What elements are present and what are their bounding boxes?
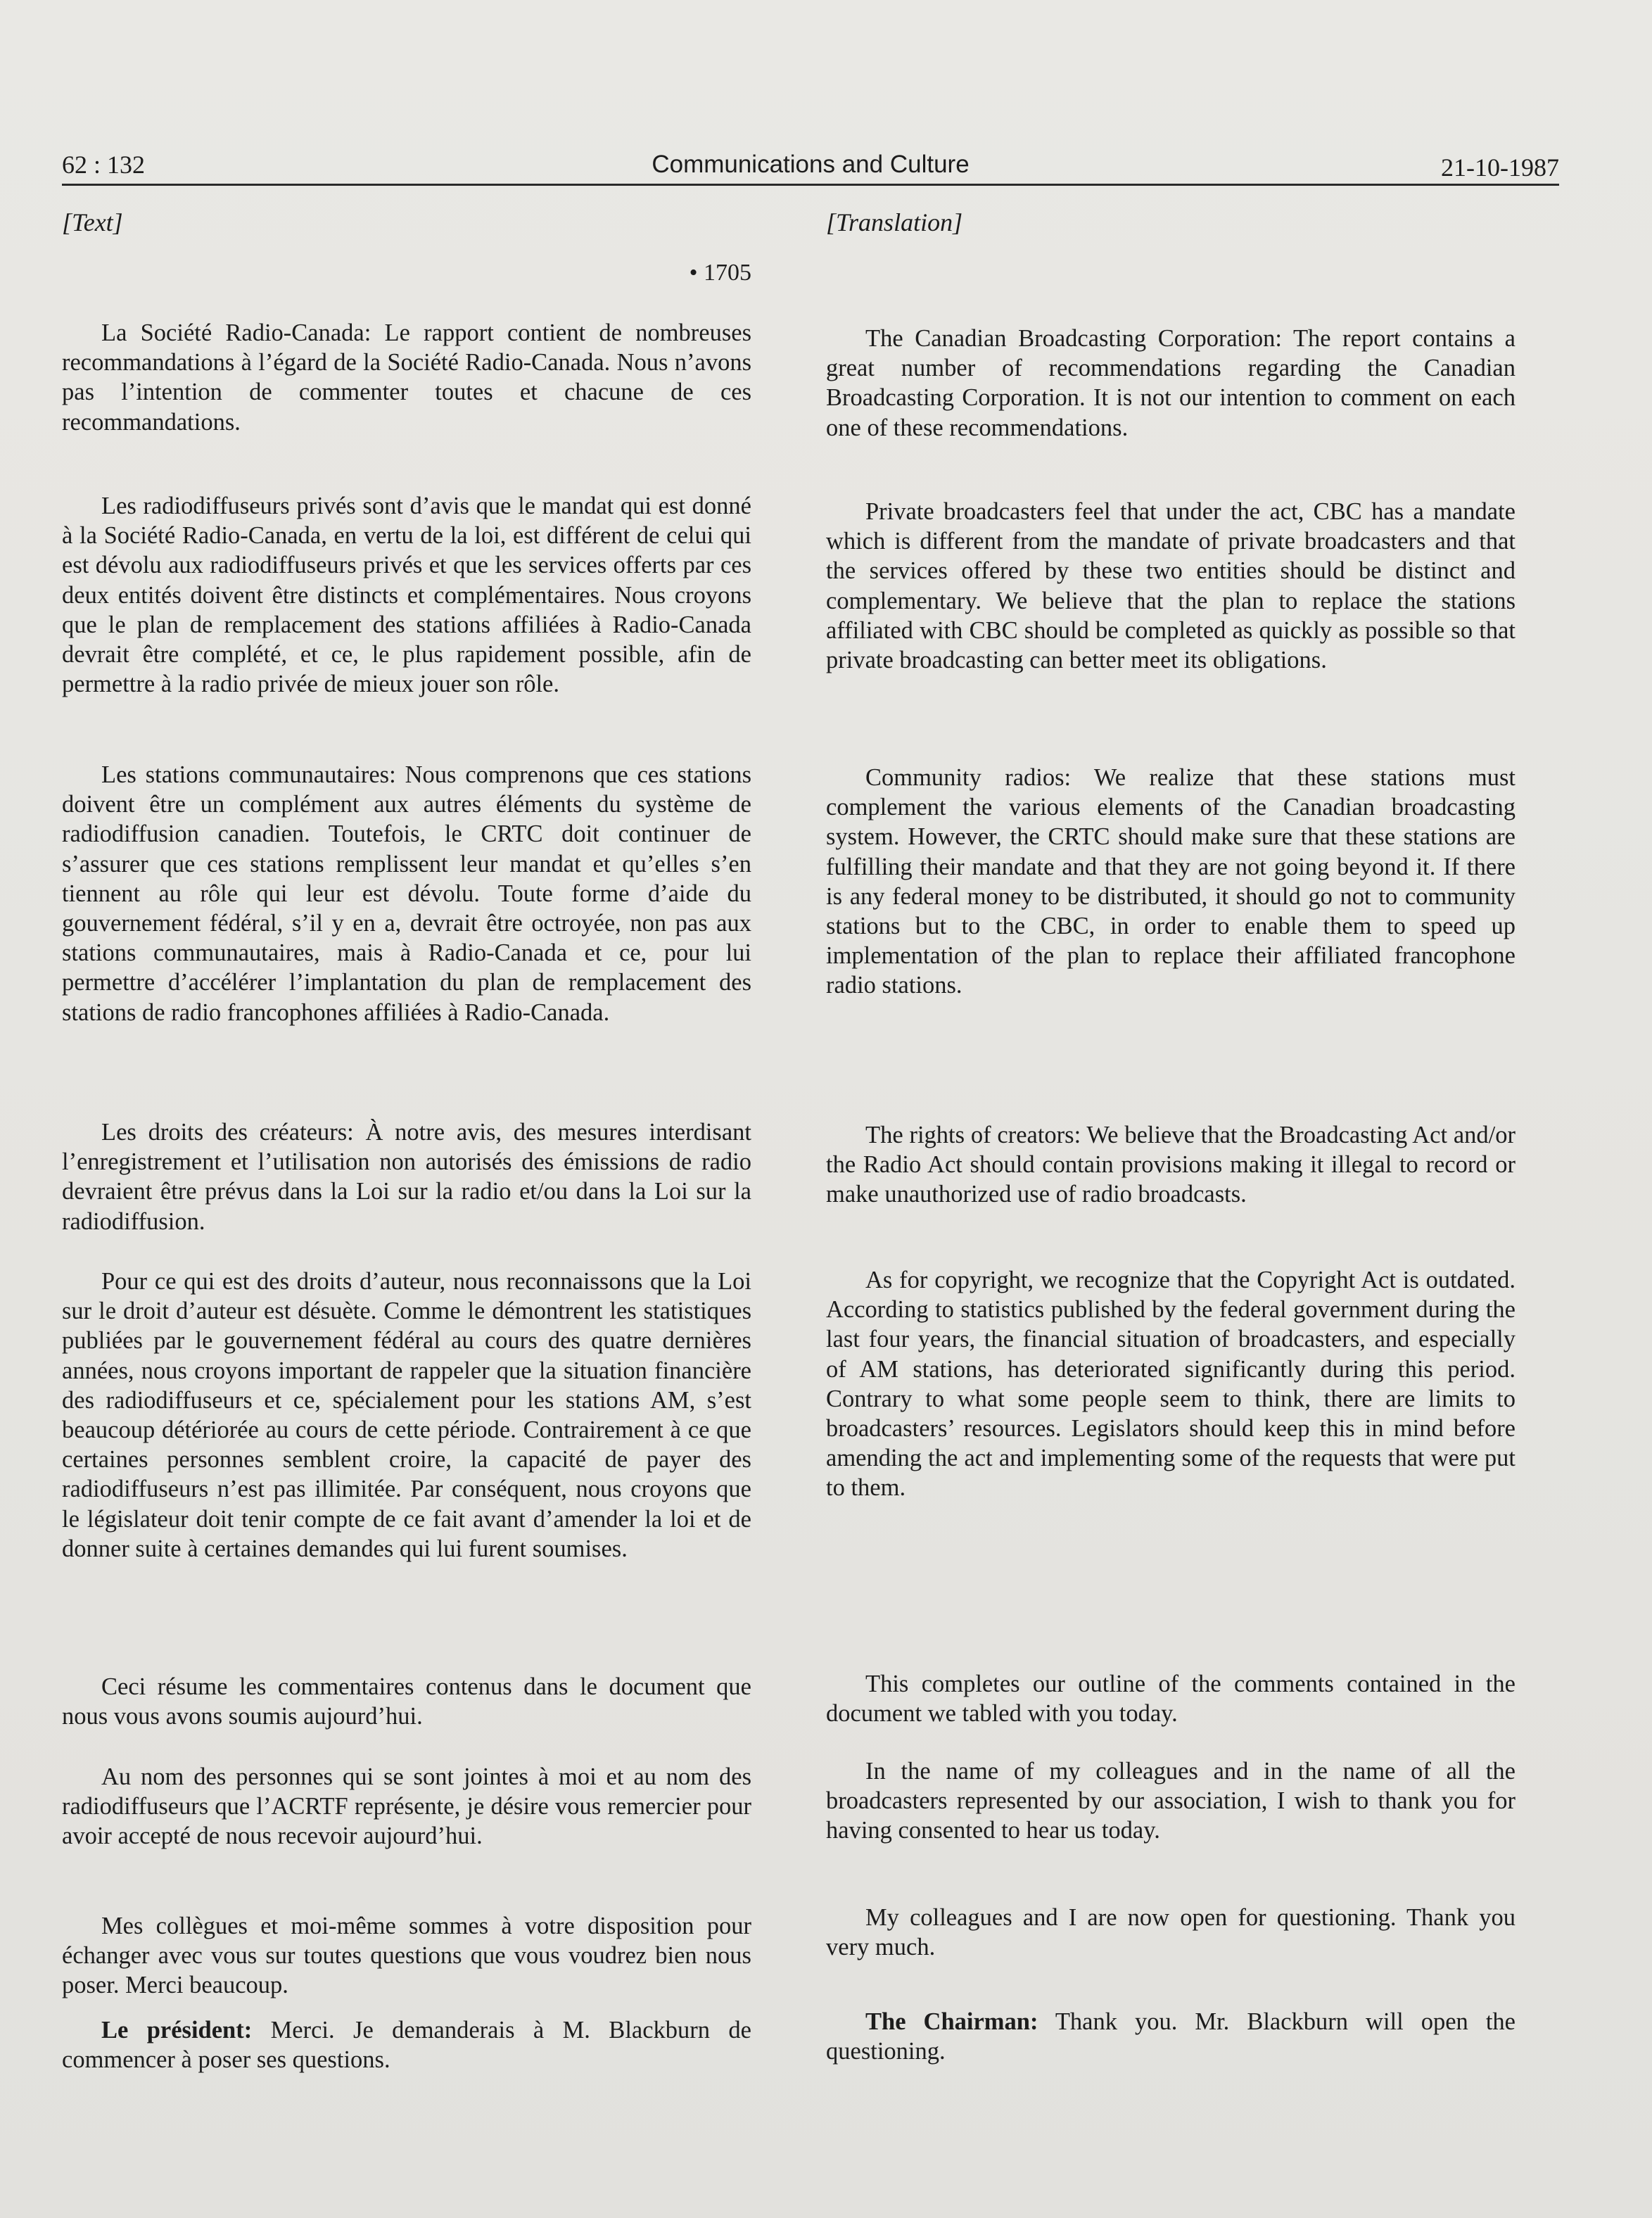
paragraph-en-7: In the name of my colleagues and in the name of all the broadcasters represented by our association, I wish to thank you for having consented to hear us today. <box>826 1758 1516 1844</box>
chair-remark-en <box>826 2007 1516 2066</box>
chair-speaker-en: The Chairman: <box>865 2008 1038 2035</box>
paragraph-fr-3: Les stations communautaires: Nous comprenons que ces stations doivent être un complément aux autres éléments du système de radiodiffusion canadien. Toutefois, le CRTC doit continuer de s’assurer que ces stations remplissent leur mandat et qu’elles s’en tiennent au rôle qui leur est dévolu. Toute forme d’aide du gouvernement fédéral, s’il y en a, devrait être octroyée, non pas aux stations communautaires, mais à Radio-Canada et ce, pour lui permettre d’accélérer l’implantation du plan de remplacement des stations de radio francophones affiliées à Radio-Canada. <box>62 761 751 1026</box>
header-title: Communications and Culture <box>652 151 970 178</box>
paragraph-en-5: As for copyright, we recognize that the Copyright Act is outdated. According to statistics published by the federal government during the last four years, the financial situation of broadcasters, and especially of AM stations, has deteriorated significantly during this period. Contrary to what some people seem to think, there are limits to broadcasters’ resources. Legislators should keep this in mind before amending the act and implementing some of the requests that were put to them. <box>826 1267 1516 1502</box>
chair-text-fr: Merci. Je demanderais à M. Blackburn de commencer à poser ses questions. <box>62 2017 751 2074</box>
paragraph-en-6: This completes our outline of the comments contained in the document we tabled with you today. <box>826 1671 1516 1728</box>
paragraph-fr-8: Mes collègues et moi-même sommes à votre disposition pour échanger avec vous sur toutes questions que vous voudrez bien nous poser. Merci beaucoup. <box>62 1913 751 1999</box>
chair-text-en: Thank you. Mr. Blackburn will open the questioning. <box>826 2008 1516 2065</box>
chair-speaker-fr: Le président: <box>101 2017 253 2043</box>
chair-remark-fr <box>62 2015 751 2074</box>
english-column <box>826 205 1516 2065</box>
header-rule <box>62 184 1559 186</box>
paragraph-fr-7: Au nom des personnes qui se sont jointes à moi et au nom des radiodiffuseurs que l’ACRTF représente, je désire vous remercier pour avoir accepté de nous recevoir aujourd’hui. <box>62 1763 751 1850</box>
paragraph-en-2: Private broadcasters feel that under the act, CBC has a mandate which is different from the mandate of private broadcasters and that the services offered by these two entities should be distinct and complementary. We believe that the plan to replace the stations affiliated with CBC should be completed as quickly as possible so that private broadcasting can better meet its obligations. <box>826 498 1516 674</box>
paragraph-fr-6: Ceci résume les commentaires contenus dans le document que nous vous avons soumis aujourd’hui. <box>62 1673 751 1730</box>
paragraph-fr-5: Pour ce qui est des droits d’auteur, nous reconnaissons que la Loi sur le droit d’auteur est désuète. Comme le démontrent les statistiques publiées par le gouvernement fédéral au cours des quatre dernières années, nous croyons important de rappeler que la situation financière des radiodiffuseurs et ce, spécialement pour les stations AM, s’est beaucoup détériorée au cours de cette période. Contrairement à ce que certaines personnes semblent croire, la capacité de payer des radiodiffuseurs n’est pas illimitée. Par conséquent, nous croyons que le législateur doit tenir compte de ce fait avant d’amender la loi et de donner suite à certaines demandes qui lui furent soumises. <box>62 1268 751 1562</box>
translation-label: [Translation] <box>826 208 963 236</box>
paragraph-fr-1: La Société Radio-Canada: Le rapport contient de nombreuses recommandations à l’égard de la Société Radio-Canada. Nous n’avons pas l’intention de commenter toutes et chacune de ces recommandations. <box>62 319 751 436</box>
header-date: 21-10-1987 <box>1441 153 1559 182</box>
paragraph-en-3: Community radios: We realize that these stations must complement the various elements of the Canadian broadcasting system. However, the CRTC should make sure that these stations are fulfilling their mandate and that they are not going beyond it. If there is any federal money to be distributed, it should go not to community stations but to the CBC, in order to enable them to speed up implementation of the plan to replace their affiliated francophone radio stations. <box>826 764 1516 999</box>
paragraph-en-1: The Canadian Broadcasting Corporation: The report contains a great number of recommendations regarding the Canadian Broadcasting Corporation. It is not our intention to comment on each one of these recommendations. <box>826 325 1516 441</box>
running-header <box>62 145 1559 184</box>
paragraph-fr-4: Les droits des créateurs: À notre avis, des mesures interdisant l’enregistrement et l’utilisation non autorisés des émissions de radio devraient être prévus dans la Loi sur la radio et/ou dans la Loi sur la radiodiffusion. <box>62 1119 751 1235</box>
french-column <box>62 205 751 2074</box>
paragraph-fr-2: Les radiodiffuseurs privés sont d’avis que le mandat qui est donné à la Société Radio-Canada, en vertu de la loi, est différent de celui qui est dévolu aux radiodiffuseurs privés et que les services offerts par ces deux entités doivent être distincts et complémentaires. Nous croyons que le plan de remplacement des stations affiliées à Radio-Canada devrait être complété, et ce, le plus rapidement possible, afin de permettre à la radio privée de mieux jouer son rôle. <box>62 493 751 698</box>
text-label: [Text] <box>62 208 123 236</box>
paragraph-en-8: My colleagues and I are now open for questioning. Thank you very much. <box>826 1904 1516 1961</box>
time-stamp: • 1705 <box>689 260 751 286</box>
page-number: 62 : 132 <box>62 151 146 179</box>
paragraph-en-4: The rights of creators: We believe that the Broadcasting Act and/or the Radio Act should contain provisions making it illegal to record or make unauthorized use of radio broadcasts. <box>826 1122 1516 1208</box>
